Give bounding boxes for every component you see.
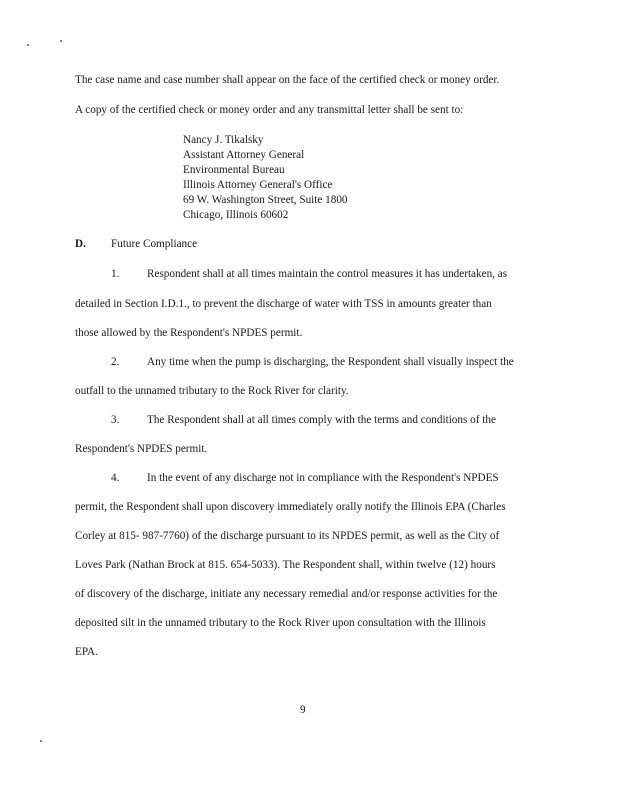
page-number: 9 xyxy=(300,704,306,716)
section-title: Future Compliance xyxy=(111,238,198,250)
address-office: Illinois Attorney General's Office xyxy=(183,179,333,191)
paragraph-copy-to: A copy of the certified check or money order and any transmittal letter shall be sent to: xyxy=(75,104,464,116)
scan-speck xyxy=(27,44,29,46)
scan-speck xyxy=(60,40,62,42)
scan-speck xyxy=(40,740,42,742)
item-text-line: Loves Park (Nathan Brock at 815. 654-5033). The Respondent shall, within twelve (12) hours xyxy=(75,559,496,571)
item-text-line: Respondent shall at all times maintain the control measures it has undertaken, as xyxy=(147,268,508,280)
item-text-line: deposited silt in the unnamed tributary to the Rock River upon consultation with the Illinois xyxy=(75,617,486,629)
item-text-line: detailed in Section I.D.1., to prevent the discharge of water with TSS in amounts greater than xyxy=(75,298,492,310)
item-text-line: EPA. xyxy=(75,646,98,658)
section-letter: D. xyxy=(75,238,86,250)
item-number: 4. xyxy=(111,472,120,484)
item-number: 1. xyxy=(111,268,120,280)
item-text-line: those allowed by the Respondent's NPDES permit. xyxy=(75,327,303,339)
item-text-line: of discovery of the discharge, initiate any necessary remedial and/or response activities for the xyxy=(75,588,498,600)
address-name: Nancy J. Tikalsky xyxy=(183,134,264,146)
address-city: Chicago, Illinois 60602 xyxy=(183,209,289,221)
item-text-line: Respondent's NPDES permit. xyxy=(75,443,208,455)
item-number: 2. xyxy=(111,356,120,368)
item-text-line: In the event of any discharge not in compliance with the Respondent's NPDES xyxy=(147,472,499,484)
item-number: 3. xyxy=(111,414,120,426)
address-bureau: Environmental Bureau xyxy=(183,164,285,176)
item-text-line: The Respondent shall at all times comply with the terms and conditions of the xyxy=(147,414,496,426)
item-text-line: Any time when the pump is discharging, the Respondent shall visually inspect the xyxy=(147,356,514,368)
address-title: Assistant Attorney General xyxy=(183,149,305,161)
address-street: 69 W. Washington Street, Suite 1800 xyxy=(183,194,348,206)
paragraph-case-name: The case name and case number shall appear on the face of the certified check or money order. xyxy=(75,74,500,86)
item-text-line: permit, the Respondent shall upon discovery immediately orally notify the Illinois EPA (Charles xyxy=(75,501,506,513)
item-text-line: outfall to the unnamed tributary to the Rock River for clarity. xyxy=(75,385,349,397)
item-text-line: Corley at 815- 987-7760) of the discharge pursuant to its NPDES permit, as well as the City of xyxy=(75,530,500,542)
